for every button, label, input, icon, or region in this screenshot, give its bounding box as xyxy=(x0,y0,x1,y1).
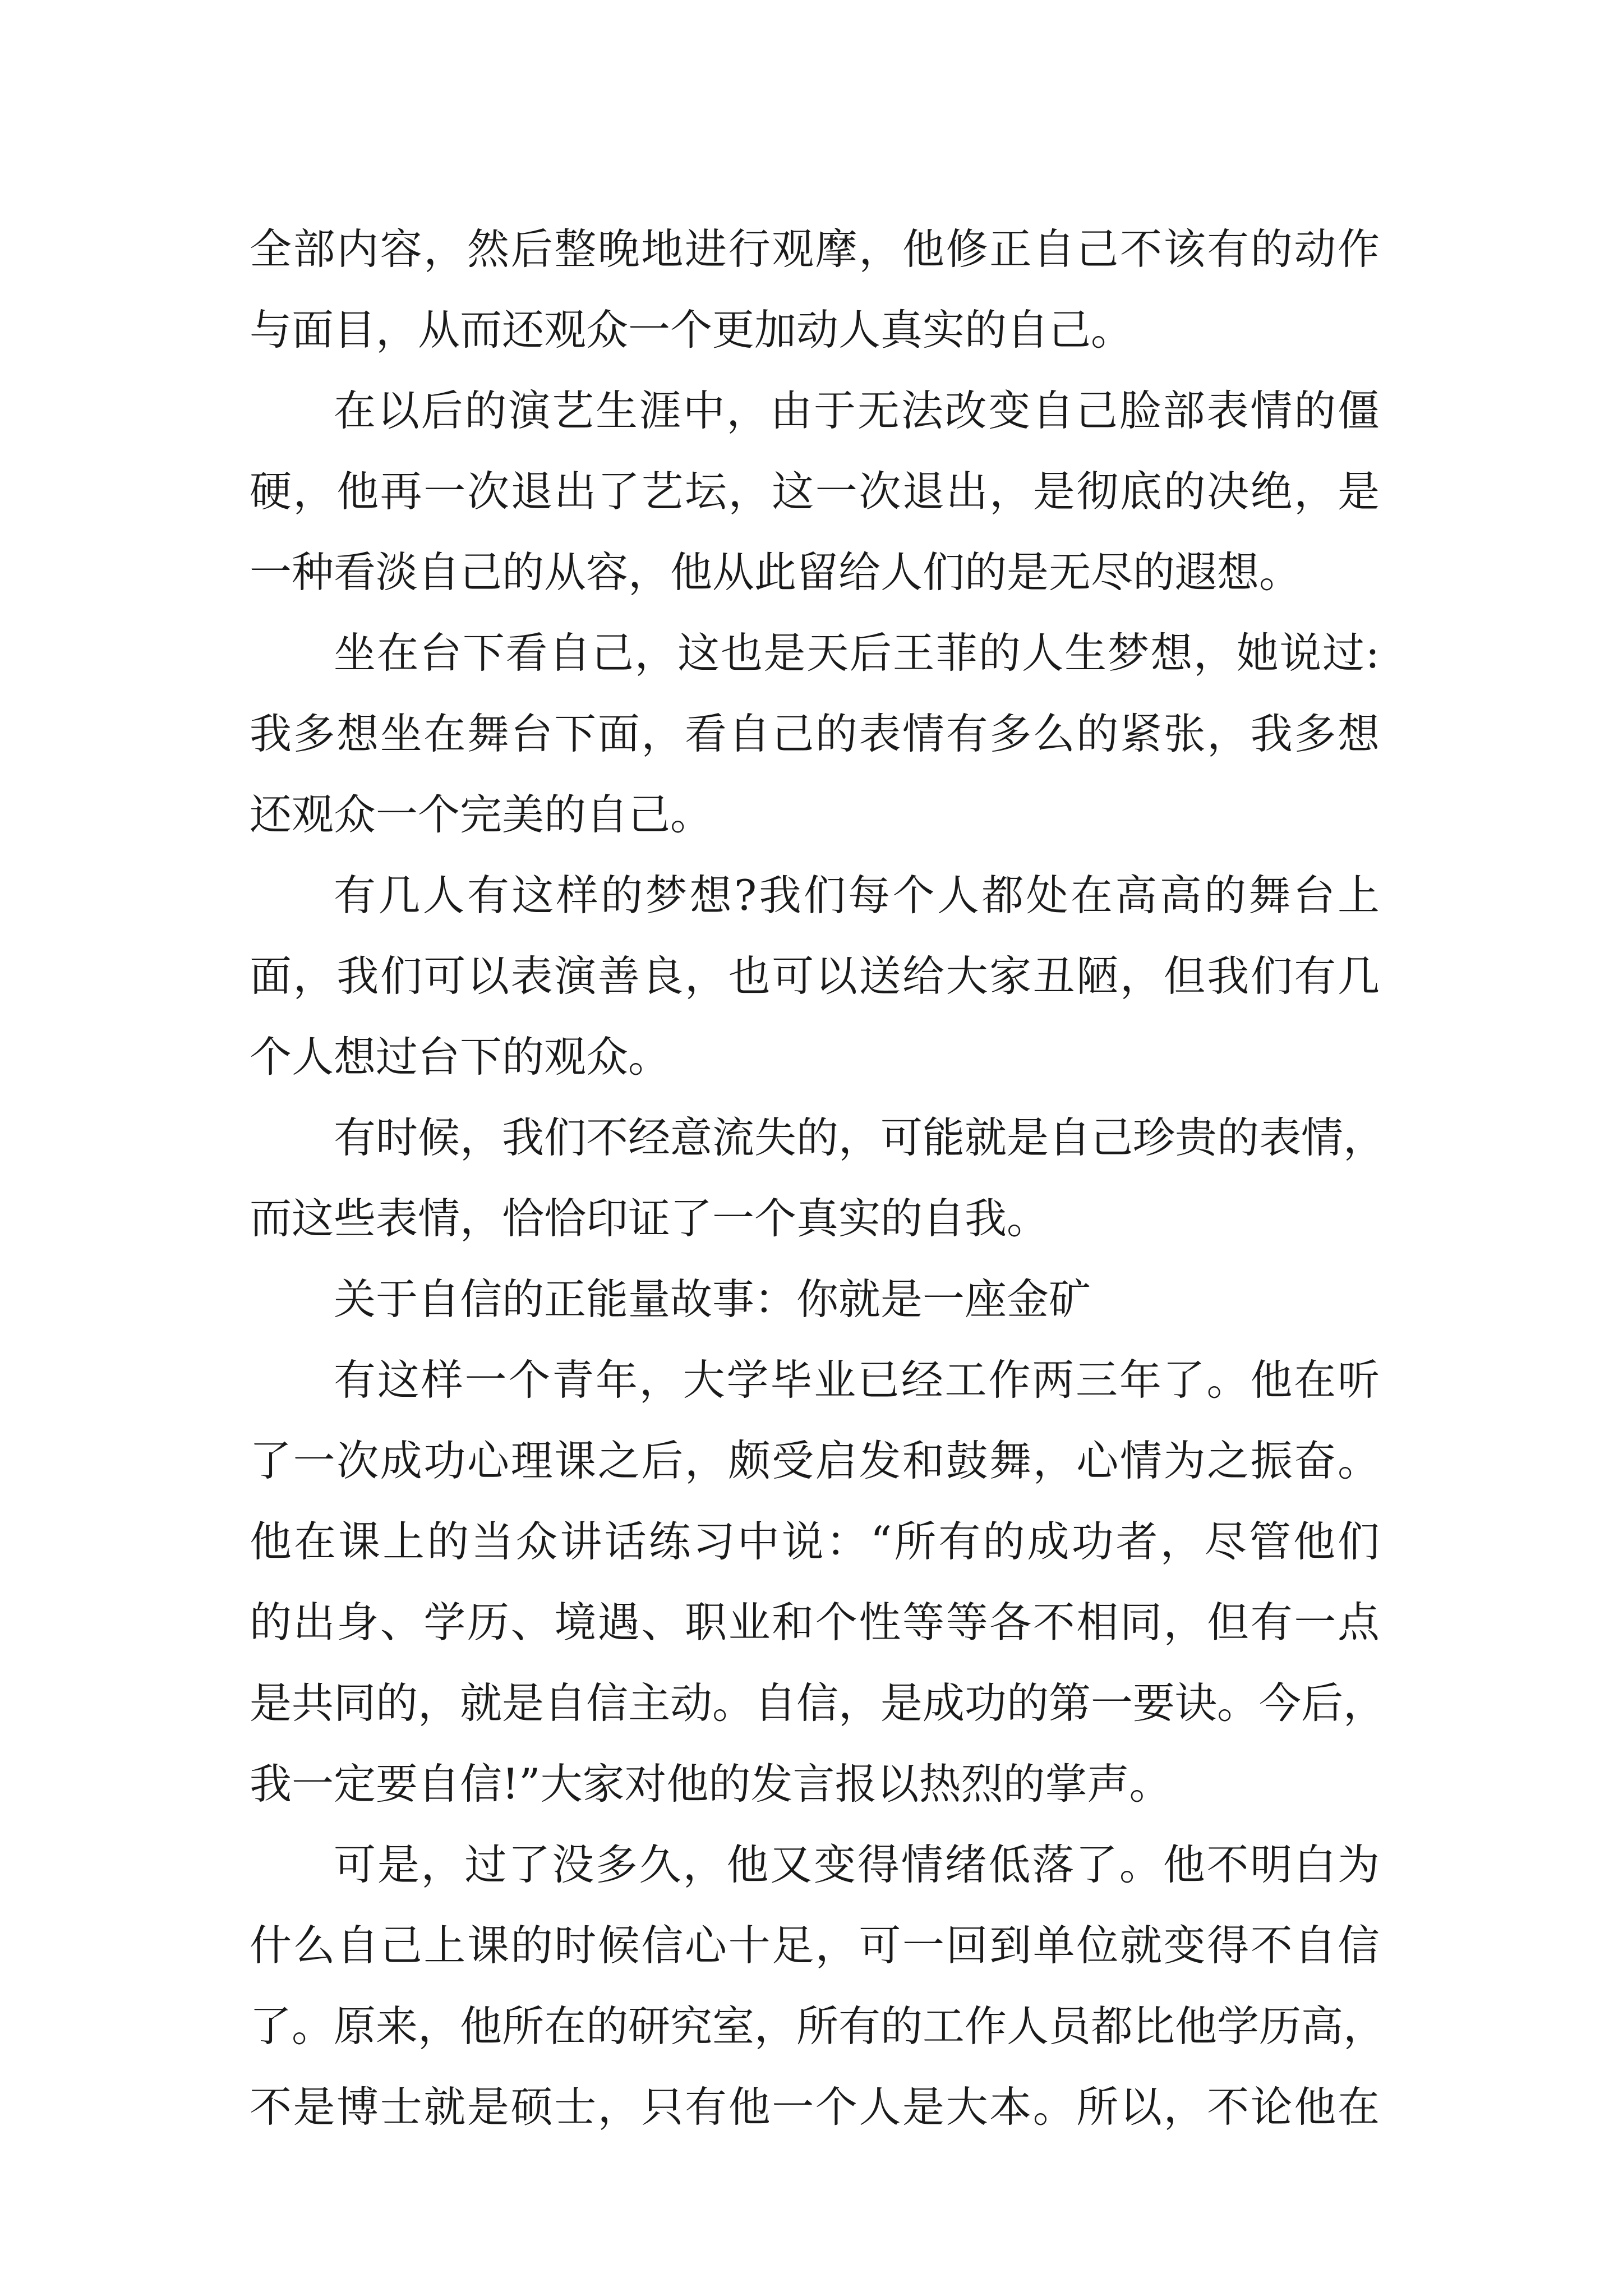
text-line: 有这样一个青年，大学毕业已经工作两三年了。他在听 xyxy=(334,1355,1380,1405)
text-line: 不是博士就是硕士，只有他一个人是大本。所以，不论他在 xyxy=(250,2082,1380,2132)
text-line: 坐在台下看自己，这也是天后王菲的人生梦想，她说过: xyxy=(334,628,1380,678)
text-line: 了一次成功心理课之后，颇受启发和鼓舞，心情为之振奋。 xyxy=(250,1436,1380,1485)
text-line: 个人想过台下的观众。 xyxy=(250,1032,671,1082)
text-line: 还观众一个完美的自己。 xyxy=(250,790,713,839)
text-line: 硬，他再一次退出了艺坛，这一次退出，是彻底的决绝，是 xyxy=(250,467,1380,516)
text-line: 我多想坐在舞台下面，看自己的表情有多么的紧张，我多想 xyxy=(250,709,1380,758)
text-line: 关于自信的正能量故事：你就是一座金矿 xyxy=(334,1274,1091,1324)
text-line: 什么自己上课的时候信心十足，可一回到单位就变得不自信 xyxy=(250,1921,1380,1970)
text-line: 了。原来，他所在的研究室，所有的工作人员都比他学历高， xyxy=(250,2001,1386,2051)
text-line: 他在课上的当众讲话练习中说：“所有的成功者，尽管他们 xyxy=(250,1517,1380,1566)
text-line: 有几人有这样的梦想?我们每个人都处在高高的舞台上 xyxy=(334,871,1380,920)
text-line: 与面目，从而还观众一个更加动人真实的自己。 xyxy=(250,305,1133,355)
text-line: 有时候，我们不经意流失的，可能就是自己珍贵的表情， xyxy=(334,1113,1386,1162)
text-line: 全部内容，然后整晚地进行观摩，他修正自己不该有的动作 xyxy=(250,224,1380,274)
text-line: 面，我们可以表演善良，也可以送给大家丑陋，但我们有几 xyxy=(250,951,1380,1001)
text-line: 一种看淡自己的从容，他从此留给人们的是无尽的遐想。 xyxy=(250,547,1302,597)
text-line: 是共同的，就是自信主动。自信，是成功的第一要诀。今后， xyxy=(250,1678,1386,1728)
text-line: 我一定要自信!”大家对他的发言报以热烈的掌声。 xyxy=(250,1759,1172,1809)
text-line: 而这些表情，恰恰印证了一个真实的自我。 xyxy=(250,1194,1049,1243)
text-line: 在以后的演艺生涯中，由于无法改变自己脸部表情的僵 xyxy=(334,386,1380,435)
document-body xyxy=(250,209,1386,2147)
text-line: 的出身、学历、境遇、职业和个性等等各不相同，但有一点 xyxy=(250,1598,1380,1647)
text-line: 可是，过了没多久，他又变得情绪低落了。他不明白为 xyxy=(334,1840,1380,1889)
